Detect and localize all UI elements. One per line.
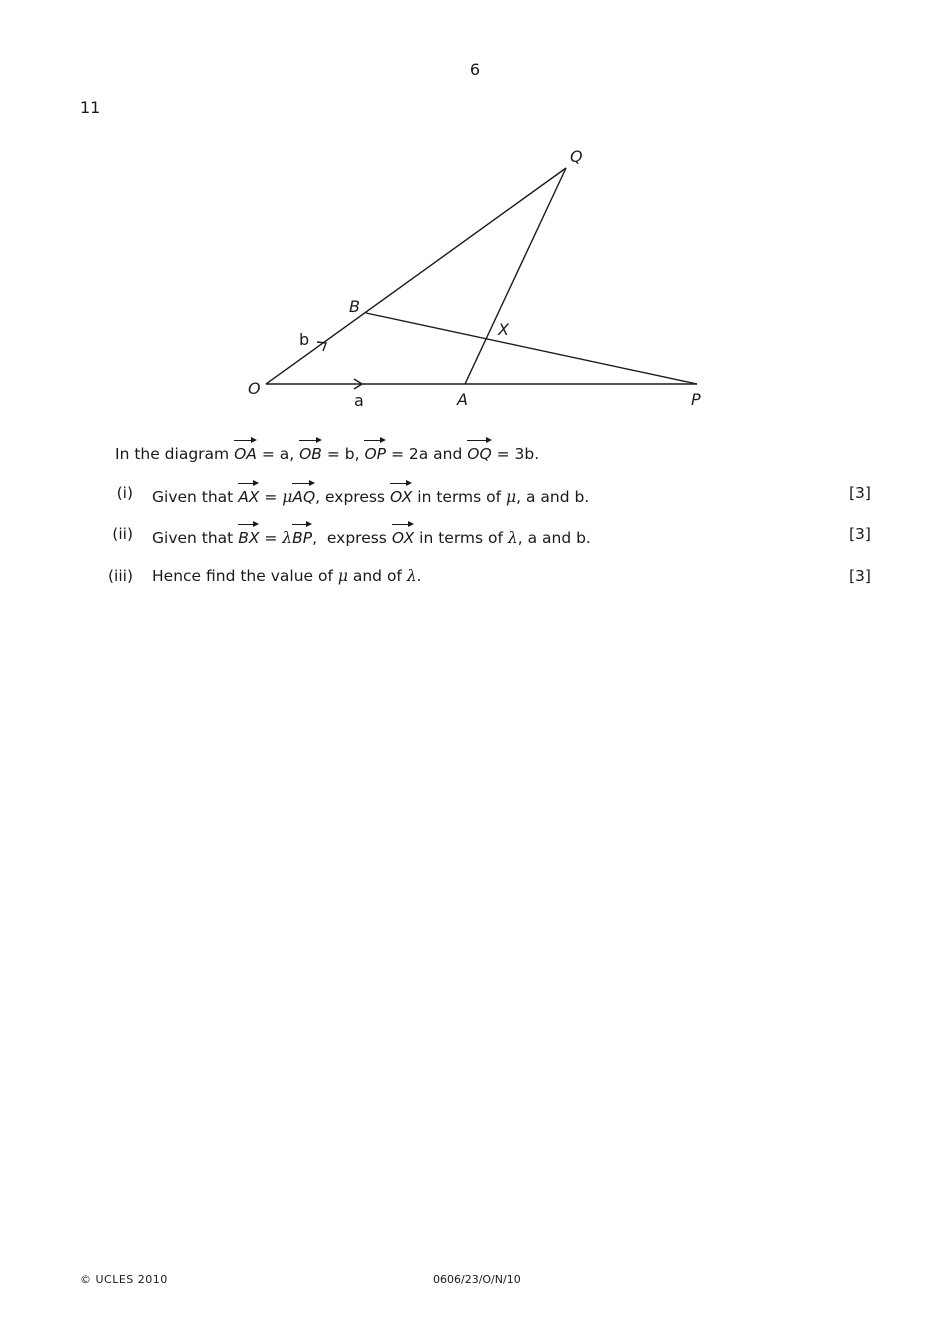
mark-allocation: [3]	[849, 484, 871, 502]
page-number: 6	[469, 60, 481, 79]
point-label-a: A	[457, 390, 468, 409]
point-label-q: Q	[570, 147, 583, 166]
vector-oq: OQ	[467, 437, 491, 467]
mark-allocation: [3]	[849, 525, 871, 543]
line-oq	[266, 168, 566, 384]
footer-copyright: © UCLES 2010	[80, 1273, 168, 1286]
vector-op: OP	[364, 437, 386, 467]
question-number: 11	[80, 98, 101, 117]
point-label-b: B	[349, 297, 360, 316]
vector-label-b: b	[299, 330, 310, 349]
part-label: (iii)	[107, 567, 133, 585]
part-text: Given that AX = μAQ, express OX in terms of μ, a and b.	[152, 480, 589, 510]
vector-diagram	[0, 0, 950, 420]
mark-allocation: [3]	[849, 567, 871, 585]
point-label-x: X	[498, 320, 509, 339]
point-label-p: P	[691, 390, 701, 409]
part-text: Hence find the value of μ and of λ.	[152, 567, 422, 585]
point-label-o: O	[248, 379, 261, 398]
vector-oa: OA	[234, 437, 257, 467]
part-label: (i)	[116, 484, 133, 502]
vector-ob: OB	[299, 437, 322, 467]
intro-statement: In the diagram OA = a, OB = b, OP = 2a and OQ = 3b.	[115, 437, 539, 463]
part-text: Given that BX = λBP, express OX in terms of λ, a and b.	[152, 521, 591, 551]
vector-label-a: a	[354, 391, 364, 410]
part-ii	[0, 521, 950, 547]
part-label: (ii)	[112, 525, 133, 543]
line-bp	[366, 313, 697, 384]
line-aq	[465, 168, 566, 384]
part-iii	[0, 563, 950, 589]
footer-paper-code: 0606/23/O/N/10	[433, 1273, 521, 1286]
part-i	[0, 480, 950, 506]
